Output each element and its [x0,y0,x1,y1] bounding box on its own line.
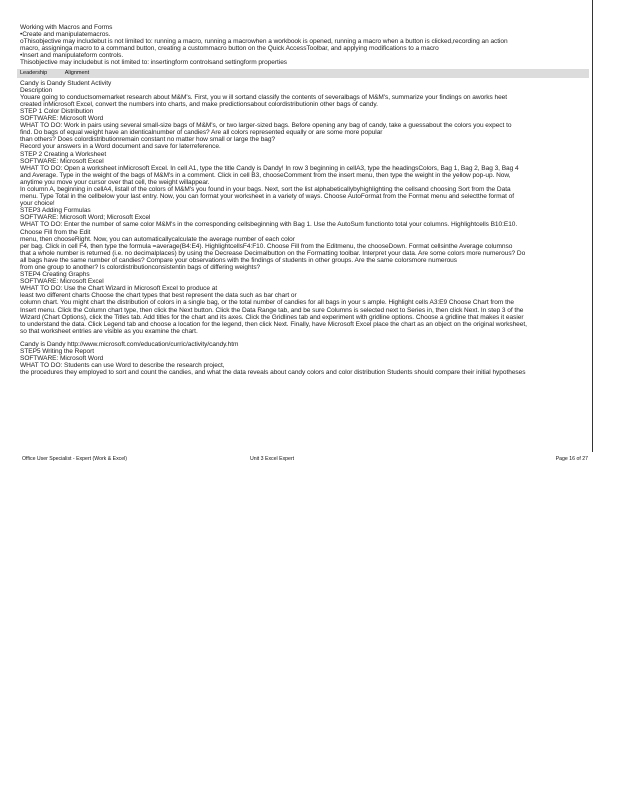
activity-line: menu, then chooseRight. Now, you can automaticallycalculate the average number of each color [20,235,295,243]
activity-line: find. Do bags of equal weight have an identicalnumber of candies? Are all colors represented equally or are some more popular [20,129,383,137]
activity-line: to understand the data. Click Legend tab and choose a location for the legend, then click Next. Finally, have Microsoft Excel place the chart as an object on the original worksheet, [20,320,527,328]
intro-line: •Insert and manipulateform controls. [20,52,124,60]
link-section [20,341,588,376]
activity-line: Choose Fill from the Edit [20,228,91,236]
activity-line: STEP 2 Creating a Worksheet [20,150,107,158]
activity-line: Wizard (Chart Options), click the Titles tab. Add titles for the chart and its axes. Click the Gridlines tab and experiment with gridline options. Choose a gridline that makes it easier [20,313,524,321]
activity-line: SOFTWARE: Microsoft Excel [20,278,104,286]
activity-line: per bag. Click in cell F4, then type the formula =average(B4:E4). HighlightcellsF4:F10. Choose Fill from the Editmenu, the chooseDown. Format cellsinthe Average columnso [20,242,513,250]
table-header-bar [17,69,589,78]
document-body [20,24,588,376]
activity-line: and Average. Type in the weight of the bags of M&M's in a comment. Click in cell B3, chooseComment from the insert menu, then type the weight in the yellow pop-up. Now, [20,171,511,179]
activity-line: WHAT TO DO: Open a worksheet inMicrosoft Excel. In cell A1, type the title Candy is Dandy! In row 3 beginning in cellA3, type the headingsColors, Bag 1, Bag 2, Bag 3, Bag 4 [20,164,519,172]
activity-line: so that worksheet entries are visible as you examine the chart. [20,327,198,335]
link-line: SOFTWARE: Microsoft Word [20,355,104,363]
activity-line: SOFTWARE: Microsoft Word; Microsoft Excel [20,214,151,222]
activity-line: STEP3 Adding Formulas [20,207,91,215]
intro-section [20,24,588,67]
activity-line: that a whole number is returned (i.e. no decimalplaces) by using the Decrease Decimalbutton on the Formatting toolbar. Interpret your data. Are some colors more numerous? Do [20,249,526,257]
activity-line: all bags have the same number of candies? Compare your observations with the findings of students in other groups. Are the same colorsmore numerous [20,256,457,264]
activity-line: WHAT TO DO: Work in pairs using several small-size bags of M&M's, or two larger-sized bags. Before opening any bag of candy, take a guessabout the colors you expect to [20,122,512,130]
right-margin-rule [592,0,593,452]
activity-line: WHAT TO DO: Use the Chart Wizard in Microsoft Excel to produce at [20,285,218,293]
activity-line: menu. Type Total in the cellbelow your last entry. Now, you can format your worksheet in a variety of ways. Choose AutoFormat from the Format menu and selectthe format of [20,193,515,201]
header-alignment: Alignment [64,69,90,76]
activity-line: SOFTWARE: Microsoft Word [20,115,104,123]
footer-page-number: Page 16 of 27 [555,456,588,462]
activity-line: SOFTWARE: Microsoft Excel [20,157,104,165]
link-line: the procedures they employed to sort and count the candies, and what the data reveals about candy colors and color distribution Students should compare their initial hypotheses [20,369,526,377]
activity-line: least two different charts Choose the chart types that best represent the data such as bar chart or [20,292,297,300]
footer-unit: Unit 3 Excel Expert [250,456,295,462]
activity-line: STEP 1 Color Distribution [20,107,94,115]
activity-line: In column A, beginning in cellA4, listall of the colors of M&M's you found in your bags. Next, sort the list alphabeticallybyhighlighting the cellsand choosing Sort from the Data [20,185,511,193]
activity-line: column chart. You might chart the distribution of colors in a single bag, or the total number of candies for all bags in your s ample. Highlight cells A3:E9 Choose Chart from the [20,299,515,307]
activity-line: Record your answers in a Word document and save for laterreference. [20,143,221,151]
activity-line: your choice! [20,200,55,208]
header-leadership: Leadership [20,69,48,76]
activity-line: than others? Does colordistributionremain constant no matter how small or large the bag? [20,136,276,144]
footer-course: Office User Specialist - Expert (Work & Excel) [22,456,128,462]
activity-line: created inMicrosoft Excel, convert the numbers into charts, and make predictionsabout colordistributionin other bags of candy. [20,100,378,108]
activity-section [20,80,588,335]
link-line: STEP5 Writing the Report [20,348,94,356]
link-line: WHAT TO DO: Students can use Word to describe the research project, [20,362,225,370]
activity-line: from one group to another? Is colordistributionconsistentin bags of differing weights? [20,264,261,271]
activity-line: Candy is Dandy Student Activity [20,79,112,87]
activity-line: WHAT TO DO: Enter the number of same color M&M's in the corresponding cellsbeginning with Bag 1. Use the AutoSum functionto total your columns. Highlightcells B10:E10. [20,221,518,229]
activity-line: anytime you move your cursor over that cell, the weight willappear. [20,178,210,186]
activity-line: Youare going to conductsomemarket research about M&M's. First, you w ill sortand classify the contents of severalbags of M&M's, summarize your findings on aworks heet [20,93,508,101]
intro-line: Thisobjective may includebut is not limited to: insertingform controlsand settingform properties [20,59,288,67]
intro-line: •Create and manipulatemacros. [20,31,111,39]
intro-line: oThisobjective may includebut is not limited to: running a macro, running a macrowhen a workbook is opened, running a macro when a button is clicked,recording an action [20,38,508,46]
intro-line: Working with Macros and Forms [20,24,113,31]
link-line: Candy is Dandy http://www.microsoft.com/education/curric/activity/candy.htm [20,340,239,348]
intro-line: macro, assigninga macro to a command button, creating a custommacro button on the Quick AccessToolbar, and applying modifications to a macro [20,45,439,53]
activity-line: Description [20,86,53,94]
activity-line: STEP4 Creating Graphs [20,271,90,279]
activity-line: Insert menu. Click the Column chart type, then click the Next button. Click the Data Range tab, and be sure Columns is selected next to Series in, then click Next. In step 3 of the [20,306,524,314]
